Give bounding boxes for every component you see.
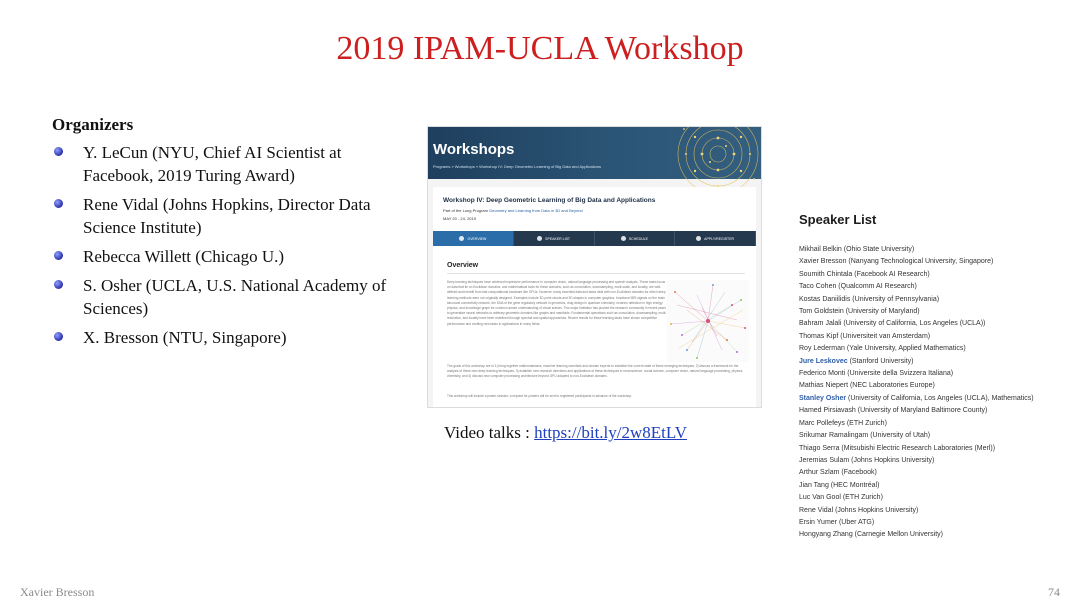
speaker-item	[799, 244, 1034, 256]
speaker-item	[799, 467, 1034, 479]
speaker-name: Marc Pollefeys	[799, 419, 845, 427]
speaker-name: Roy Lederman	[799, 345, 845, 353]
speaker-name: Jian Tang	[799, 481, 829, 489]
organizer-item	[52, 245, 397, 268]
speaker-list	[799, 244, 1034, 542]
speaker-name: Xavier Bresson	[799, 258, 847, 266]
speaker-affiliation: (HEC Montréal)	[828, 481, 880, 489]
video-talks-label: Video talks :	[444, 423, 530, 442]
speaker-affiliation: (Nanyang Technological University, Singapore)	[846, 258, 994, 266]
organizer-item	[52, 274, 397, 320]
workshop-banner	[428, 127, 761, 179]
overview-heading: Overview	[447, 262, 479, 269]
speaker-item	[799, 380, 1034, 392]
register-icon	[696, 236, 701, 241]
bullet-icon	[54, 147, 63, 156]
speaker-name: Ersin Yumer	[799, 518, 837, 526]
speaker-name: Mathias Niepert	[799, 382, 849, 390]
divider	[447, 273, 745, 274]
bullet-icon	[54, 332, 63, 341]
speaker-item	[799, 443, 1034, 455]
speaker-name: Arthur Szlam	[799, 469, 840, 477]
speaker-item	[799, 318, 1034, 330]
speaker-item	[799, 269, 1034, 281]
speaker-affiliation: (Ohio State University)	[841, 246, 915, 253]
organizers-heading: Organizers	[52, 115, 134, 134]
speaker-name: Rene Vidal	[799, 506, 834, 514]
tab-speaker-list[interactable]	[514, 231, 595, 246]
speaker-name: Mikhail Belkin	[799, 246, 842, 253]
bullet-icon	[54, 280, 63, 289]
video-talks-link[interactable]: https://bit.ly/2w8EtLV	[534, 423, 687, 442]
tab-overview[interactable]	[433, 231, 514, 246]
overview-paragraph: This workshop will include a poster session; a request for posters will be sent to registered participants in advance of the workshop.	[447, 394, 632, 398]
workshop-card	[433, 187, 756, 407]
organizer-item	[52, 193, 397, 239]
speaker-affiliation: (Facebook AI Research)	[852, 270, 930, 278]
overview-paragraph: The goals of this workshop are to 1) bring together mathematicians, machine learning scientists and domain experts to establish the current state of these emerging techniques, 2) discuss a framework for the analysis of these new deep learning techniques, 3) establish new research directions and applications of these techniques in neuroscience, social science, computer vision, natural language processing, physics, chemistry, and 4) discuss new computer processing architecture beyond GPU adapted to non-Euclidean domains.	[447, 364, 744, 379]
speaker-name: Jeremias Sulam	[799, 456, 850, 464]
organizer-text: Rebecca Willett (Chicago U.)	[83, 247, 285, 266]
workshop-tabs	[433, 231, 756, 246]
long-program-link[interactable]: Geometry and Learning from Data in 3D and Beyond	[489, 208, 583, 213]
video-talks	[444, 423, 687, 443]
speaker-item	[799, 418, 1034, 430]
speaker-item	[799, 517, 1034, 529]
organizer-item	[52, 326, 397, 349]
speaker-item	[799, 256, 1034, 268]
tab-schedule[interactable]	[595, 231, 676, 246]
speaker-affiliation: (Stanford University)	[847, 357, 914, 365]
speaker-name: Bahram Jalali	[799, 320, 842, 328]
speaker-name: Hamed Pirsiavash	[799, 407, 856, 415]
tab-label: SPEAKER LIST	[545, 236, 571, 241]
speaker-name: Stanley Osher	[799, 394, 847, 402]
tab-label: APPLY/REGISTER	[704, 236, 735, 241]
speaker-item	[799, 480, 1034, 492]
speaker-item	[799, 356, 1034, 368]
banner-title: Workshops	[433, 141, 515, 158]
speaker-item	[799, 405, 1034, 417]
speaker-item	[799, 492, 1034, 504]
speaker-affiliation: (Yale University, Applied Mathematics)	[844, 345, 966, 353]
speaker-name: Federico Monti	[799, 370, 846, 378]
speaker-affiliation: (Uber ATG)	[837, 518, 875, 526]
organizer-text: X. Bresson (NTU, Singapore)	[83, 328, 287, 347]
speaker-affiliation: (University of Pennsylvania)	[850, 295, 940, 303]
part-of-label: Part of the Long Program	[443, 208, 488, 213]
slide-title: 2019 IPAM-UCLA Workshop	[336, 30, 744, 67]
speaker-affiliation: (Facebook)	[839, 469, 877, 477]
speaker-affiliation: (University of California, Los Angeles (UCLA))	[841, 320, 986, 328]
speaker-affiliation: (ETH Zurich)	[844, 419, 887, 427]
speaker-item	[799, 393, 1034, 405]
tab-label: SCHEDULE	[628, 236, 648, 241]
workshop-dates: MAY 20 - 24, 2019	[443, 216, 476, 221]
speaker-name: Thomas Kipf	[799, 332, 839, 340]
speaker-name: Srikumar Ramalingam	[799, 432, 869, 440]
speaker-affiliation: (University of Utah)	[868, 432, 931, 440]
speaker-name: Jure Leskovec	[799, 357, 848, 365]
graph-network-image	[667, 280, 749, 362]
speaker-affiliation: (University of Maryland Baltimore County)	[855, 407, 988, 415]
workshop-title: Workshop IV: Deep Geometric Learning of Big Data and Applications	[443, 197, 656, 204]
tab-apply-register[interactable]	[675, 231, 756, 246]
network-orb-icon	[648, 126, 762, 187]
speaker-item	[799, 294, 1034, 306]
breadcrumb[interactable]: Programs » Workshops » Workshop IV: Deep Geometric Learning of Big Data and Applications	[433, 164, 602, 169]
page-number: 74	[1048, 585, 1060, 599]
speaker-list-heading: Speaker List	[799, 212, 877, 227]
speaker-name: Kostas Daniilidis	[799, 295, 851, 303]
footer-author: Xavier Bresson	[20, 585, 95, 599]
speaker-affiliation: (Johns Hopkins University)	[849, 456, 935, 464]
speaker-affiliation: (NEC Laboratories Europe)	[848, 382, 935, 390]
speaker-name: Taco Cohen	[799, 283, 837, 291]
organizer-text: Y. LeCun (NYU, Chief AI Scientist at Facebook, 2019 Turing Award)	[83, 143, 342, 185]
speaker-item	[799, 343, 1034, 355]
organizer-text: Rene Vidal (Johns Hopkins, Director Data Science Institute)	[83, 195, 371, 237]
speaker-name: Tom Goldstein	[799, 308, 844, 316]
speaker-affiliation: (Qualcomm AI Research)	[836, 283, 917, 291]
speaker-affiliation: (University of California, Los Angeles (UCLA), Mathematics)	[846, 394, 1034, 402]
bullet-icon	[54, 251, 63, 260]
speaker-affiliation: (Carnegie Mellon University)	[852, 531, 943, 539]
calendar-icon	[621, 236, 626, 241]
speaker-item	[799, 505, 1034, 517]
speaker-item	[799, 331, 1034, 343]
organizers-list	[52, 141, 397, 355]
speaker-affiliation: (ETH Zurich)	[840, 494, 883, 502]
people-icon	[537, 236, 542, 241]
speaker-item	[799, 306, 1034, 318]
speaker-item	[799, 430, 1034, 442]
speaker-name: Luc Van Gool	[799, 494, 841, 502]
speaker-affiliation: (Universiteit van Amsterdam)	[838, 332, 931, 340]
organizer-item	[52, 141, 397, 187]
speaker-name: Thiago Serra	[799, 444, 840, 452]
speaker-name: Hongyang Zhang	[799, 531, 853, 539]
bullet-icon	[54, 199, 63, 208]
workshop-page-screenshot	[427, 126, 762, 408]
speaker-item	[799, 368, 1034, 380]
speaker-item	[799, 455, 1034, 467]
speaker-affiliation: (University of Maryland)	[843, 308, 920, 316]
speaker-item	[799, 281, 1034, 293]
info-icon	[459, 236, 464, 241]
speaker-affiliation: (Mitsubishi Electric Research Laboratories (Merl))	[839, 444, 996, 452]
speaker-affiliation: (Johns Hopkins University)	[833, 506, 919, 514]
speaker-affiliation: (Universite della Svizzera Italiana)	[845, 370, 954, 378]
tab-label: OVERVIEW	[467, 236, 487, 241]
speaker-name: Soumith Chintala	[799, 270, 853, 278]
overview-paragraph: Deep learning techniques have achieved impressive performance in computer vision, natural language processing and speech analysis. These tasks focus on data that lie on Euclidean domains, and mathematical tools for these domains, such as convolution, downsampling, multi-scale, and locality, are well-defined and benefit from fast computational hardware like GPUs. However, many essential data and tasks deal with non-Euclidean domains for which deep learning methods were not originally designed. Examples include 3D point clouds and 3D shapes in computer graphics, functional MRI signals on the brain structural connectivity network, the DNA of the gene regulatory network in genomics, drug design in quantum chemistry, neutrino detection in high energy physics, and knowledge graph for common-sense understanding of visual scenes. This major limitation has pushed the research community in recent years to generalize neural networks to arbitrary geometric domains like graphs and manifolds. Fundamental operations such as convolution, downsampling, multi-resolution, and locality have been redefined through spectral and spatial approaches. Recent results for these learning tasks have shown competitive performance and exciting new tasks in applications in many fields.	[447, 280, 667, 326]
part-of-program	[443, 208, 583, 213]
organizer-text: S. Osher (UCLA, U.S. National Academy of Sciences)	[83, 276, 387, 318]
speaker-item	[799, 529, 1034, 541]
